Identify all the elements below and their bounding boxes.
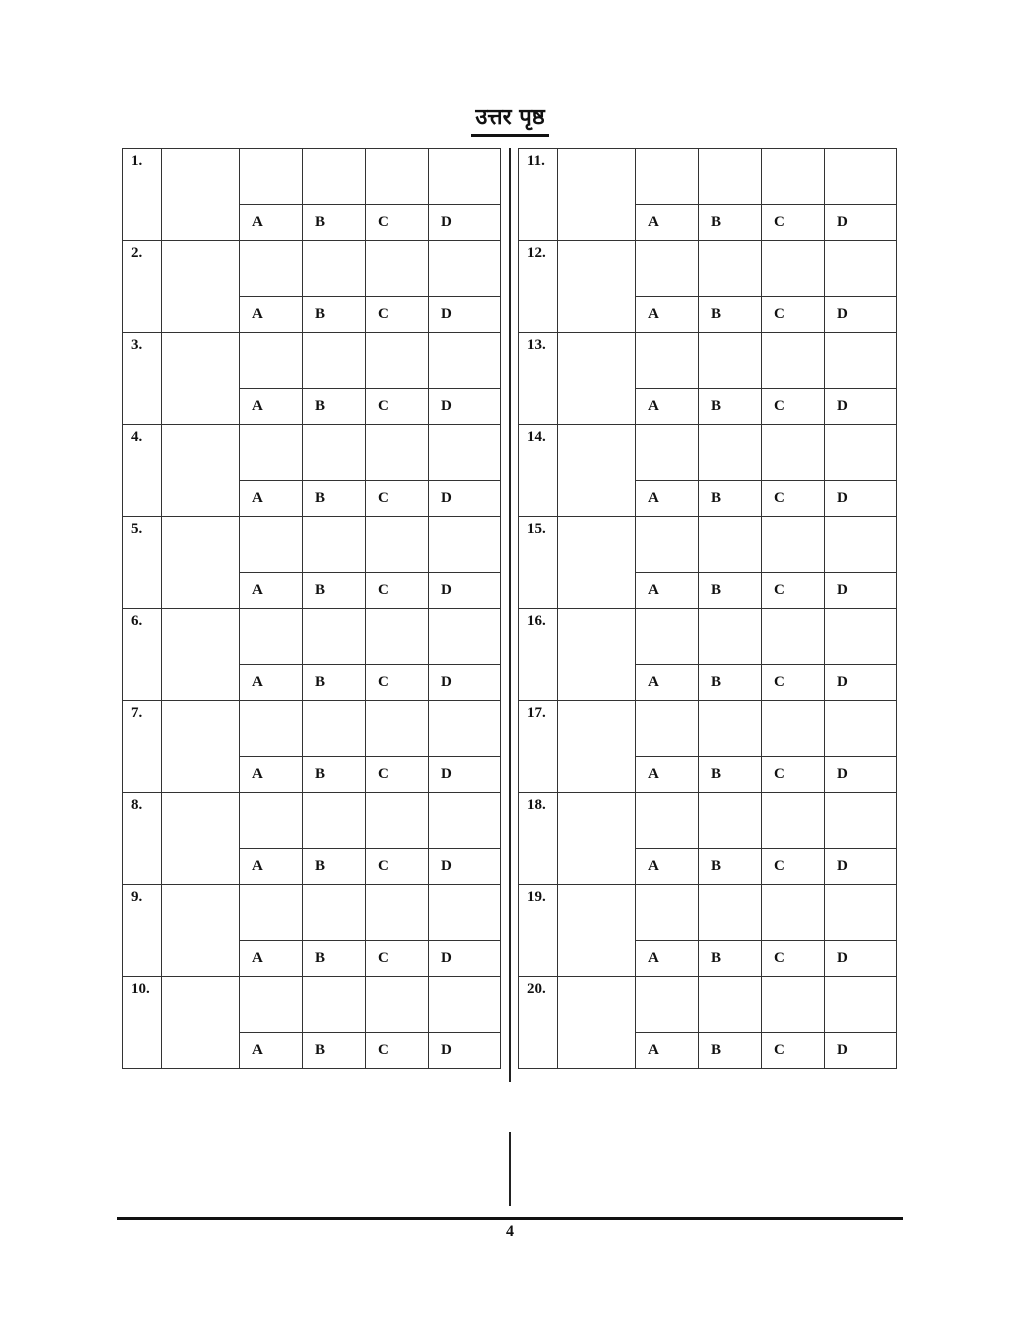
option-mark-box[interactable] bbox=[303, 609, 366, 665]
question-number: 20. bbox=[519, 977, 558, 1069]
option-label: C bbox=[762, 481, 825, 517]
option-label: B bbox=[699, 205, 762, 241]
option-label: A bbox=[636, 757, 699, 793]
option-label: A bbox=[636, 941, 699, 977]
option-mark-box[interactable] bbox=[825, 885, 897, 941]
option-label: B bbox=[303, 389, 366, 425]
option-mark-box[interactable] bbox=[240, 977, 303, 1033]
option-mark-box[interactable] bbox=[699, 425, 762, 481]
question-number: 18. bbox=[519, 793, 558, 885]
option-label: C bbox=[366, 481, 429, 517]
answer-cell[interactable] bbox=[162, 885, 240, 977]
option-label: D bbox=[429, 1033, 501, 1069]
answer-cell[interactable] bbox=[162, 333, 240, 425]
option-mark-box[interactable] bbox=[636, 149, 699, 205]
option-label: A bbox=[240, 757, 303, 793]
option-mark-box[interactable] bbox=[636, 425, 699, 481]
answer-cell[interactable] bbox=[558, 609, 636, 701]
question-number: 9. bbox=[123, 885, 162, 977]
option-mark-box[interactable] bbox=[240, 149, 303, 205]
question-number: 14. bbox=[519, 425, 558, 517]
question-row bbox=[123, 609, 501, 665]
question-row bbox=[519, 425, 897, 481]
question-row bbox=[123, 517, 501, 573]
question-row bbox=[123, 701, 501, 757]
option-label: B bbox=[303, 573, 366, 609]
option-label: D bbox=[825, 205, 897, 241]
option-mark-box[interactable] bbox=[303, 149, 366, 205]
option-label: B bbox=[303, 481, 366, 517]
option-mark-box[interactable] bbox=[429, 609, 501, 665]
option-label: C bbox=[366, 297, 429, 333]
option-label: B bbox=[699, 941, 762, 977]
option-label: A bbox=[240, 481, 303, 517]
option-mark-box[interactable] bbox=[429, 333, 501, 389]
option-mark-box[interactable] bbox=[699, 333, 762, 389]
page-title bbox=[0, 104, 1020, 137]
answer-cell[interactable] bbox=[558, 241, 636, 333]
option-label: B bbox=[699, 573, 762, 609]
option-mark-box[interactable] bbox=[762, 701, 825, 757]
option-mark-box[interactable] bbox=[825, 333, 897, 389]
option-label: A bbox=[240, 849, 303, 885]
option-mark-box[interactable] bbox=[825, 609, 897, 665]
option-mark-box[interactable] bbox=[240, 609, 303, 665]
option-label: C bbox=[366, 573, 429, 609]
option-label: A bbox=[240, 665, 303, 701]
option-label: D bbox=[825, 481, 897, 517]
option-mark-box[interactable] bbox=[366, 609, 429, 665]
option-mark-box[interactable] bbox=[762, 425, 825, 481]
option-label: A bbox=[240, 1033, 303, 1069]
answer-cell[interactable] bbox=[558, 149, 636, 241]
center-divider bbox=[509, 148, 511, 1082]
option-label: D bbox=[429, 941, 501, 977]
option-mark-box[interactable] bbox=[429, 793, 501, 849]
question-row bbox=[519, 517, 897, 573]
page-number: 4 bbox=[506, 1223, 514, 1240]
option-mark-box[interactable] bbox=[825, 241, 897, 297]
answer-cell[interactable] bbox=[558, 977, 636, 1069]
option-mark-box[interactable] bbox=[762, 149, 825, 205]
option-label: C bbox=[762, 389, 825, 425]
question-number: 16. bbox=[519, 609, 558, 701]
option-mark-box[interactable] bbox=[240, 241, 303, 297]
option-mark-box[interactable] bbox=[636, 977, 699, 1033]
option-label: A bbox=[636, 205, 699, 241]
option-label: C bbox=[762, 665, 825, 701]
question-row bbox=[123, 425, 501, 481]
option-mark-box[interactable] bbox=[825, 149, 897, 205]
option-mark-box[interactable] bbox=[429, 149, 501, 205]
option-label: D bbox=[429, 665, 501, 701]
answer-cell[interactable] bbox=[162, 149, 240, 241]
option-mark-box[interactable] bbox=[366, 517, 429, 573]
option-label: B bbox=[699, 665, 762, 701]
option-label: C bbox=[366, 1033, 429, 1069]
answer-cell[interactable] bbox=[558, 425, 636, 517]
option-mark-box[interactable] bbox=[699, 793, 762, 849]
answer-cell[interactable] bbox=[558, 701, 636, 793]
option-label: C bbox=[762, 205, 825, 241]
option-mark-box[interactable] bbox=[240, 425, 303, 481]
bottom-center-divider bbox=[509, 1132, 511, 1206]
question-number: 15. bbox=[519, 517, 558, 609]
option-label: B bbox=[303, 665, 366, 701]
answer-cell[interactable] bbox=[558, 333, 636, 425]
option-mark-box[interactable] bbox=[636, 793, 699, 849]
option-mark-box[interactable] bbox=[636, 885, 699, 941]
option-label: D bbox=[429, 757, 501, 793]
option-mark-box[interactable] bbox=[762, 885, 825, 941]
page-title-text: उत्तर पृष्ठ bbox=[471, 104, 548, 137]
option-mark-box[interactable] bbox=[636, 517, 699, 573]
question-row bbox=[519, 149, 897, 205]
option-label: B bbox=[699, 297, 762, 333]
option-mark-box[interactable] bbox=[762, 241, 825, 297]
option-mark-box[interactable] bbox=[303, 977, 366, 1033]
question-row bbox=[519, 241, 897, 297]
option-mark-box[interactable] bbox=[303, 425, 366, 481]
option-mark-box[interactable] bbox=[825, 425, 897, 481]
question-number: 17. bbox=[519, 701, 558, 793]
question-row bbox=[519, 885, 897, 941]
option-label: A bbox=[636, 389, 699, 425]
answer-cell[interactable] bbox=[162, 977, 240, 1069]
question-number: 13. bbox=[519, 333, 558, 425]
question-row bbox=[519, 701, 897, 757]
option-mark-box[interactable] bbox=[240, 333, 303, 389]
option-mark-box[interactable] bbox=[366, 793, 429, 849]
option-label: A bbox=[240, 389, 303, 425]
answer-table-right bbox=[518, 148, 897, 1069]
question-number: 4. bbox=[123, 425, 162, 517]
option-mark-box[interactable] bbox=[636, 609, 699, 665]
question-number: 12. bbox=[519, 241, 558, 333]
option-label: D bbox=[429, 849, 501, 885]
option-mark-box[interactable] bbox=[762, 609, 825, 665]
option-mark-box[interactable] bbox=[303, 241, 366, 297]
option-mark-box[interactable] bbox=[825, 517, 897, 573]
option-label: D bbox=[429, 389, 501, 425]
question-row bbox=[519, 609, 897, 665]
answer-cell[interactable] bbox=[558, 517, 636, 609]
question-number: 3. bbox=[123, 333, 162, 425]
option-label: C bbox=[366, 205, 429, 241]
answer-cell[interactable] bbox=[558, 793, 636, 885]
option-mark-box[interactable] bbox=[366, 885, 429, 941]
question-row bbox=[519, 333, 897, 389]
option-label: B bbox=[303, 297, 366, 333]
option-label: A bbox=[636, 573, 699, 609]
option-label: A bbox=[240, 205, 303, 241]
option-label: B bbox=[303, 757, 366, 793]
option-label: A bbox=[636, 849, 699, 885]
option-label: D bbox=[825, 941, 897, 977]
question-row bbox=[123, 977, 501, 1033]
option-label: A bbox=[240, 941, 303, 977]
option-mark-box[interactable] bbox=[636, 333, 699, 389]
answer-cell[interactable] bbox=[558, 885, 636, 977]
option-mark-box[interactable] bbox=[429, 701, 501, 757]
option-mark-box[interactable] bbox=[699, 885, 762, 941]
option-label: A bbox=[636, 297, 699, 333]
question-row bbox=[123, 793, 501, 849]
question-row bbox=[519, 977, 897, 1033]
question-row bbox=[123, 333, 501, 389]
option-mark-box[interactable] bbox=[762, 977, 825, 1033]
option-label: A bbox=[636, 1033, 699, 1069]
option-mark-box[interactable] bbox=[699, 241, 762, 297]
option-mark-box[interactable] bbox=[699, 609, 762, 665]
option-label: B bbox=[699, 1033, 762, 1069]
option-label: B bbox=[699, 757, 762, 793]
option-label: A bbox=[636, 481, 699, 517]
option-mark-box[interactable] bbox=[366, 701, 429, 757]
option-mark-box[interactable] bbox=[366, 425, 429, 481]
option-label: B bbox=[699, 481, 762, 517]
answer-cell[interactable] bbox=[162, 701, 240, 793]
answer-cell[interactable] bbox=[162, 793, 240, 885]
option-label: D bbox=[825, 573, 897, 609]
option-mark-box[interactable] bbox=[366, 977, 429, 1033]
footer-rule bbox=[117, 1217, 903, 1220]
option-label: B bbox=[303, 941, 366, 977]
option-mark-box[interactable] bbox=[240, 517, 303, 573]
option-label: A bbox=[636, 665, 699, 701]
option-mark-box[interactable] bbox=[825, 977, 897, 1033]
option-mark-box[interactable] bbox=[366, 149, 429, 205]
option-mark-box[interactable] bbox=[429, 241, 501, 297]
option-mark-box[interactable] bbox=[825, 701, 897, 757]
option-label: C bbox=[762, 297, 825, 333]
option-label: C bbox=[366, 849, 429, 885]
option-mark-box[interactable] bbox=[240, 885, 303, 941]
option-label: B bbox=[303, 849, 366, 885]
option-mark-box[interactable] bbox=[366, 241, 429, 297]
option-label: C bbox=[762, 941, 825, 977]
option-label: D bbox=[429, 205, 501, 241]
option-label: B bbox=[303, 205, 366, 241]
option-label: C bbox=[366, 941, 429, 977]
answer-table-left bbox=[122, 148, 501, 1069]
option-mark-box[interactable] bbox=[699, 149, 762, 205]
option-label: C bbox=[762, 1033, 825, 1069]
option-label: D bbox=[825, 665, 897, 701]
option-label: C bbox=[366, 665, 429, 701]
option-label: C bbox=[366, 757, 429, 793]
question-row bbox=[519, 793, 897, 849]
option-label: C bbox=[762, 849, 825, 885]
option-mark-box[interactable] bbox=[699, 517, 762, 573]
option-label: A bbox=[240, 573, 303, 609]
option-label: D bbox=[429, 297, 501, 333]
question-number: 5. bbox=[123, 517, 162, 609]
option-mark-box[interactable] bbox=[636, 241, 699, 297]
option-label: D bbox=[825, 757, 897, 793]
option-mark-box[interactable] bbox=[699, 701, 762, 757]
question-number: 2. bbox=[123, 241, 162, 333]
option-label: B bbox=[699, 849, 762, 885]
option-label: D bbox=[429, 573, 501, 609]
option-mark-box[interactable] bbox=[303, 885, 366, 941]
option-mark-box[interactable] bbox=[429, 885, 501, 941]
option-mark-box[interactable] bbox=[762, 333, 825, 389]
question-row bbox=[123, 241, 501, 297]
question-number: 7. bbox=[123, 701, 162, 793]
option-label: B bbox=[303, 1033, 366, 1069]
option-mark-box[interactable] bbox=[303, 701, 366, 757]
option-label: D bbox=[825, 297, 897, 333]
option-mark-box[interactable] bbox=[762, 517, 825, 573]
option-mark-box[interactable] bbox=[699, 977, 762, 1033]
answer-cell[interactable] bbox=[162, 609, 240, 701]
option-mark-box[interactable] bbox=[303, 333, 366, 389]
option-label: D bbox=[429, 481, 501, 517]
option-label: C bbox=[366, 389, 429, 425]
option-mark-box[interactable] bbox=[303, 793, 366, 849]
question-row bbox=[123, 885, 501, 941]
question-number: 1. bbox=[123, 149, 162, 241]
option-mark-box[interactable] bbox=[636, 701, 699, 757]
answer-cell[interactable] bbox=[162, 241, 240, 333]
option-mark-box[interactable] bbox=[762, 793, 825, 849]
option-mark-box[interactable] bbox=[240, 793, 303, 849]
question-number: 6. bbox=[123, 609, 162, 701]
option-mark-box[interactable] bbox=[825, 793, 897, 849]
question-number: 10. bbox=[123, 977, 162, 1069]
question-number: 8. bbox=[123, 793, 162, 885]
option-mark-box[interactable] bbox=[366, 333, 429, 389]
option-label: D bbox=[825, 1033, 897, 1069]
question-row bbox=[123, 149, 501, 205]
question-number: 19. bbox=[519, 885, 558, 977]
option-mark-box[interactable] bbox=[429, 517, 501, 573]
question-number: 11. bbox=[519, 149, 558, 241]
option-label: B bbox=[699, 389, 762, 425]
option-label: A bbox=[240, 297, 303, 333]
option-label: D bbox=[825, 389, 897, 425]
option-mark-box[interactable] bbox=[429, 977, 501, 1033]
answer-cell[interactable] bbox=[162, 517, 240, 609]
option-mark-box[interactable] bbox=[303, 517, 366, 573]
answer-cell[interactable] bbox=[162, 425, 240, 517]
option-label: D bbox=[825, 849, 897, 885]
option-label: C bbox=[762, 757, 825, 793]
option-label: C bbox=[762, 573, 825, 609]
option-mark-box[interactable] bbox=[429, 425, 501, 481]
option-mark-box[interactable] bbox=[240, 701, 303, 757]
